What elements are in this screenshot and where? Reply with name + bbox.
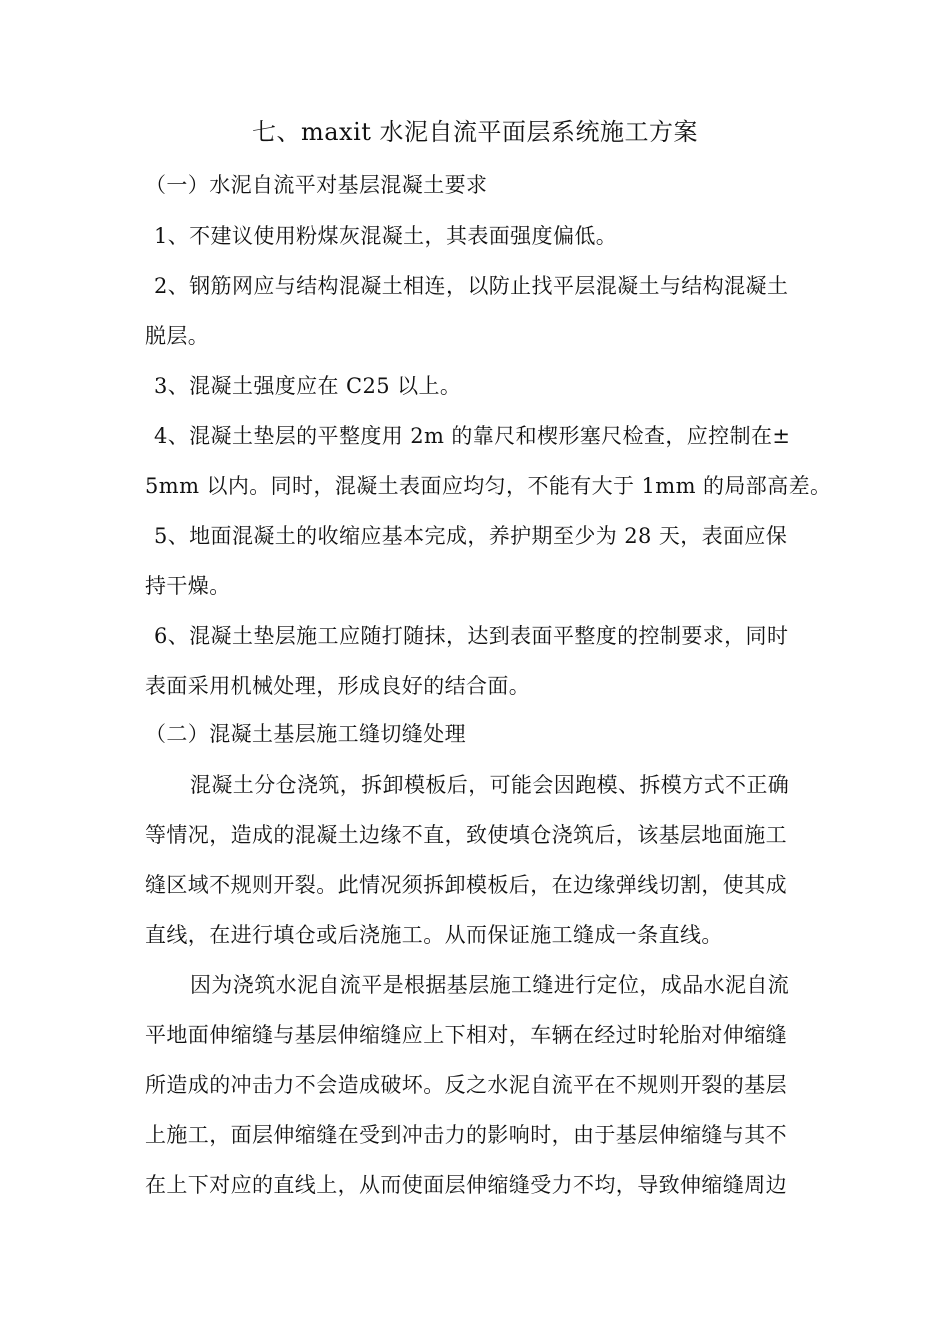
paragraph-2-line-2: 平地面伸缩缝与基层伸缩缝应上下相对，车辆在经过时轮胎对伸缩缝: [145, 1023, 787, 1047]
requirement-item-3: 3、混凝土强度应在 C25 以上。: [154, 374, 462, 398]
paragraph-2-line-4: 上施工，面层伸缩缝在受到冲击力的影响时，由于基层伸缩缝与其不: [145, 1123, 787, 1147]
paragraph-1-line-4: 直线，在进行填仓或后浇施工。从而保证施工缝成一条直线。: [145, 923, 723, 947]
requirement-item-5-line-1: 5、地面混凝土的收缩应基本完成，养护期至少为 28 天，表面应保: [154, 524, 788, 548]
requirement-item-4-line-2: 5mm 以内。同时，混凝土表面应均匀，不能有大于 1mm 的局部高差。: [145, 474, 832, 498]
requirement-item-6-line-1: 6、混凝土垫层施工应随打随抹，达到表面平整度的控制要求，同时: [154, 624, 789, 648]
requirement-item-2-line-2: 脱层。: [145, 324, 210, 348]
section-heading-2: （二）混凝土基层施工缝切缝处理: [145, 722, 466, 746]
paragraph-2-line-1: 因为浇筑水泥自流平是根据基层施工缝进行定位，成品水泥自流: [190, 973, 790, 997]
paragraph-2-line-3: 所造成的冲击力不会造成破坏。反之水泥自流平在不规则开裂的基层: [145, 1073, 787, 1097]
paragraph-1-line-2: 等情况，造成的混凝土边缘不直，致使填仓浇筑后，该基层地面施工: [145, 823, 787, 847]
paragraph-2-line-5: 在上下对应的直线上，从而使面层伸缩缝受力不均，导致伸缩缝周边: [145, 1173, 787, 1197]
requirement-item-5-line-2: 持干燥。: [145, 574, 231, 598]
requirement-item-1: 1、不建议使用粉煤灰混凝土，其表面强度偏低。: [154, 224, 618, 248]
paragraph-1-line-1: 混凝土分仓浇筑，拆卸模板后，可能会因跑模、拆模方式不正确: [190, 773, 790, 797]
section-heading-1: （一）水泥自流平对基层混凝土要求: [145, 173, 488, 197]
paragraph-1-line-3: 缝区域不规则开裂。此情况须拆卸模板后，在边缘弹线切割，使其成: [145, 873, 787, 897]
requirement-item-4-line-1: 4、混凝土垫层的平整度用 2m 的靠尺和楔形塞尺检查，应控制在±: [154, 424, 791, 448]
document-title: 七、maxit 水泥自流平面层系统施工方案: [251, 118, 699, 146]
requirement-item-6-line-2: 表面采用机械处理，形成良好的结合面。: [145, 674, 531, 698]
requirement-item-2-line-1: 2、钢筋网应与结构混凝土相连，以防止找平层混凝土与结构混凝土: [154, 274, 789, 298]
